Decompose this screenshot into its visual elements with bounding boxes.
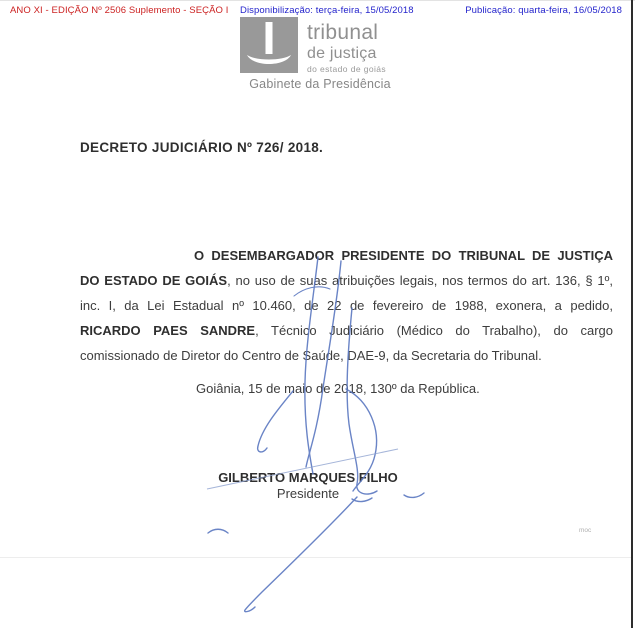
department-label: Gabinete da Presidência (249, 77, 391, 91)
margin-initials: moc (579, 527, 592, 534)
paragraph-line (80, 243, 613, 268)
body-text-segment: RICARDO PAES SANDRE (80, 323, 256, 338)
signer-role: Presidente (276, 486, 340, 501)
body-text-segment: O DESEMBARGADOR PRESIDENTE DO TRIBUNAL DE JUSTIÇA (194, 248, 613, 263)
scan-faint-rule (0, 557, 631, 558)
logo-word-estado-goias: do estado de goiás (307, 64, 387, 74)
paragraph-line (80, 343, 613, 368)
body-text-segment: DO ESTADO DE GOIÁS (80, 273, 228, 288)
decree-title: DECRETO JUDICIÁRIO Nº 726/ 2018. (80, 140, 324, 155)
masthead-publication-date: Publicação: quarta-feira, 16/05/2018 (465, 5, 622, 16)
signature-block (148, 470, 468, 502)
decree-body (80, 243, 613, 368)
signer-name: GILBERTO MARQUES FILHO (218, 470, 398, 485)
logo-word-de-justica: de justiça (307, 45, 377, 62)
date-line: Goiânia, 15 de maio de 2018, 130º da República. (196, 381, 480, 396)
scan-top-edge (0, 0, 635, 1)
body-text-segment: , Técnico Judiciário (Médico do Trabalho), do cargo (255, 323, 613, 338)
paragraph-line (80, 318, 613, 343)
tjgo-logo-wordmark (307, 22, 386, 74)
body-text-segment: comissionado de Diretor do Centro de Saúde, DAE-9, da Secretaria do Tribunal. (80, 348, 542, 363)
paragraph-line (80, 268, 613, 293)
paragraph-line (80, 293, 613, 318)
body-text-segment: inc. I, da Lei Estadual nº 10.460, de 22 de fevereiro de 1988, exonera, a pedido, (80, 298, 613, 313)
column-and-scales-icon (240, 17, 298, 73)
logo-word-tribunal: tribunal (307, 21, 379, 44)
body-text-segment: , no uso de suas atribuições legais, nos termos do art. 136, § 1º, (227, 273, 613, 288)
scan-right-edge (631, 0, 633, 628)
masthead-availability-date: Disponibilização: terça-feira, 15/05/2018 (240, 5, 414, 16)
tjgo-logo (240, 17, 298, 73)
masthead-edition: ANO XI - EDIÇÃO Nº 2506 Suplemento - SEÇÃO I (10, 5, 229, 16)
